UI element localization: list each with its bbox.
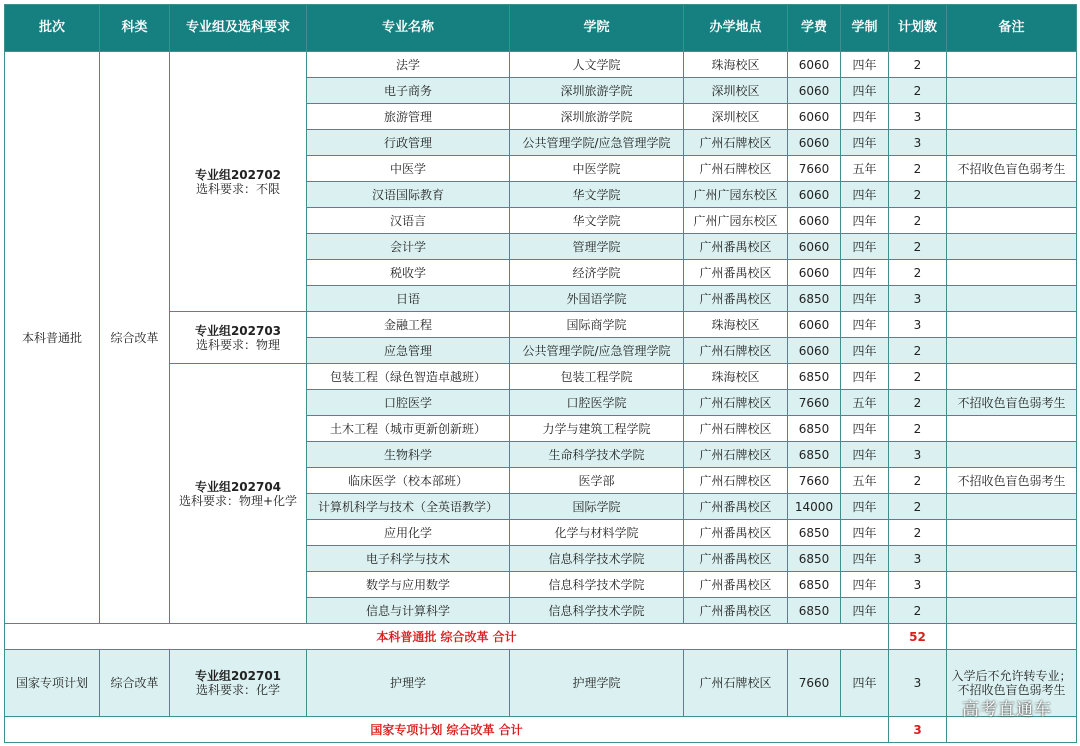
cell-years: 五年 (841, 468, 889, 494)
header-campus: 办学地点 (684, 5, 788, 52)
cell-college: 信息科学技术学院 (510, 546, 684, 572)
cell-major: 信息与计算科学 (307, 598, 510, 624)
cell-college: 经济学院 (510, 260, 684, 286)
cell-fee: 7660 (788, 156, 841, 182)
batch-cell: 本科普通批 (5, 52, 100, 624)
summary-label: 本科普通批 综合改革 合计 (5, 624, 889, 650)
cell-fee: 6850 (788, 546, 841, 572)
cell-plan: 3 (889, 650, 947, 717)
cell-plan: 2 (889, 598, 947, 624)
header-category: 科类 (100, 5, 170, 52)
cell-years: 四年 (841, 260, 889, 286)
cell-fee: 6850 (788, 442, 841, 468)
cell-plan: 3 (889, 572, 947, 598)
cell-college: 公共管理学院/应急管理学院 (510, 130, 684, 156)
cell-note (947, 572, 1077, 598)
cell-college: 深圳旅游学院 (510, 78, 684, 104)
cell-years: 四年 (841, 494, 889, 520)
cell-years: 四年 (841, 338, 889, 364)
group-cell (170, 312, 307, 364)
cell-fee: 6850 (788, 416, 841, 442)
group-name: 专业组202704 (194, 479, 282, 494)
cell-note (947, 104, 1077, 130)
cell-fee: 6060 (788, 104, 841, 130)
cell-major: 会计学 (307, 234, 510, 260)
cell-plan: 3 (889, 130, 947, 156)
cell-note (947, 520, 1077, 546)
cell-years: 四年 (841, 442, 889, 468)
cell-major: 汉语言 (307, 208, 510, 234)
cell-college: 公共管理学院/应急管理学院 (510, 338, 684, 364)
cell-years: 五年 (841, 390, 889, 416)
cell-note (947, 130, 1077, 156)
cell-plan: 2 (889, 390, 947, 416)
cell-fee: 6850 (788, 572, 841, 598)
cell-years: 四年 (841, 546, 889, 572)
cell-years: 四年 (841, 520, 889, 546)
header-batch: 批次 (5, 5, 100, 52)
summary-total: 52 (889, 624, 947, 650)
cell-plan: 2 (889, 234, 947, 260)
cell-major: 电子商务 (307, 78, 510, 104)
cell-campus: 珠海校区 (684, 52, 788, 78)
watermark: 高考直通车 (962, 700, 1052, 720)
cell-major: 法学 (307, 52, 510, 78)
summary-note (947, 624, 1077, 650)
group-requirement: 选科要求：不限 (195, 181, 280, 196)
cell-fee: 6850 (788, 520, 841, 546)
cell-major: 金融工程 (307, 312, 510, 338)
cell-major: 旅游管理 (307, 104, 510, 130)
cell-campus: 广州番禺校区 (684, 494, 788, 520)
cell-fee: 6060 (788, 338, 841, 364)
cell-fee: 6060 (788, 182, 841, 208)
cell-fee: 6060 (788, 130, 841, 156)
cell-fee: 6060 (788, 78, 841, 104)
cell-note (947, 416, 1077, 442)
cell-plan: 2 (889, 494, 947, 520)
cell-major: 税收学 (307, 260, 510, 286)
cell-note (947, 78, 1077, 104)
cell-college: 信息科学技术学院 (510, 572, 684, 598)
summary-row (5, 717, 1077, 743)
cell-college: 包装工程学院 (510, 364, 684, 390)
cell-years: 四年 (841, 286, 889, 312)
cell-campus: 广州石牌校区 (684, 650, 788, 717)
cell-campus: 广州番禺校区 (684, 546, 788, 572)
cell-campus: 广州石牌校区 (684, 338, 788, 364)
cell-years: 四年 (841, 416, 889, 442)
cell-college: 华文学院 (510, 182, 684, 208)
cell-years: 四年 (841, 182, 889, 208)
cell-campus: 广州番禺校区 (684, 520, 788, 546)
cell-college: 中医学院 (510, 156, 684, 182)
group-name: 专业组202703 (194, 323, 282, 338)
cell-note (947, 494, 1077, 520)
cell-major: 计算机科学与技术（全英语教学） (307, 494, 510, 520)
note-line: 入学后不允许转专业； (951, 669, 1072, 683)
header-college: 学院 (510, 5, 684, 52)
cell-campus: 广州番禺校区 (684, 286, 788, 312)
cell-college: 外国语学院 (510, 286, 684, 312)
cell-years: 四年 (841, 598, 889, 624)
cell-fee: 14000 (788, 494, 841, 520)
header-years: 学制 (841, 5, 889, 52)
summary-row (5, 624, 1077, 650)
cell-years: 四年 (841, 208, 889, 234)
header-note: 备注 (947, 5, 1077, 52)
cell-major: 土木工程（城市更新创新班） (307, 416, 510, 442)
cell-years: 四年 (841, 130, 889, 156)
cell-plan: 3 (889, 286, 947, 312)
cell-note: 不招收色盲色弱考生 (947, 156, 1077, 182)
cell-campus: 广州石牌校区 (684, 156, 788, 182)
cell-campus: 广州石牌校区 (684, 390, 788, 416)
cell-college: 信息科学技术学院 (510, 598, 684, 624)
summary-total: 3 (889, 717, 947, 743)
cell-campus: 广州石牌校区 (684, 442, 788, 468)
header-plan: 计划数 (889, 5, 947, 52)
cell-note (947, 442, 1077, 468)
cell-plan: 2 (889, 520, 947, 546)
cell-note: 不招收色盲色弱考生 (947, 468, 1077, 494)
table-row (5, 52, 1077, 78)
cell-college: 力学与建筑工程学院 (510, 416, 684, 442)
cell-plan: 2 (889, 338, 947, 364)
cell-college: 生命科学技术学院 (510, 442, 684, 468)
cell-major: 临床医学（校本部班） (307, 468, 510, 494)
summary-label: 国家专项计划 综合改革 合计 (5, 717, 889, 743)
cell-college: 口腔医学院 (510, 390, 684, 416)
cell-note (947, 52, 1077, 78)
cell-campus: 深圳校区 (684, 104, 788, 130)
header-major: 专业名称 (307, 5, 510, 52)
cell-fee: 6060 (788, 312, 841, 338)
cell-college: 国际学院 (510, 494, 684, 520)
category-cell: 综合改革 (100, 52, 170, 624)
cell-years: 四年 (841, 312, 889, 338)
cell-plan: 2 (889, 52, 947, 78)
cell-college: 护理学院 (510, 650, 684, 717)
group-cell (170, 52, 307, 312)
cell-major: 中医学 (307, 156, 510, 182)
cell-plan: 3 (889, 312, 947, 338)
special-plan-row (5, 650, 1077, 717)
cell-campus: 广州番禺校区 (684, 260, 788, 286)
cell-campus: 广州番禺校区 (684, 234, 788, 260)
cell-plan: 2 (889, 156, 947, 182)
cell-campus: 广州广园东校区 (684, 182, 788, 208)
cell-years: 四年 (841, 234, 889, 260)
cell-fee: 7660 (788, 468, 841, 494)
cell-note (947, 182, 1077, 208)
cell-campus: 广州石牌校区 (684, 468, 788, 494)
cell-note: 不招收色盲色弱考生 (947, 390, 1077, 416)
cell-years: 四年 (841, 572, 889, 598)
cell-fee: 6060 (788, 52, 841, 78)
cell-plan: 3 (889, 104, 947, 130)
cell-note (947, 312, 1077, 338)
group-requirement: 选科要求：物理 (195, 337, 280, 352)
header-fee: 学费 (788, 5, 841, 52)
cell-campus: 珠海校区 (684, 312, 788, 338)
cell-campus: 广州番禺校区 (684, 598, 788, 624)
cell-campus: 珠海校区 (684, 364, 788, 390)
cell-years: 五年 (841, 156, 889, 182)
group-name: 专业组202701 (194, 669, 282, 683)
cell-major: 汉语国际教育 (307, 182, 510, 208)
cell-college: 人文学院 (510, 52, 684, 78)
cell-plan: 2 (889, 208, 947, 234)
summary-note (947, 717, 1077, 743)
group-requirement: 选科要求：化学 (195, 683, 280, 697)
cell-years: 四年 (841, 650, 889, 717)
cell-plan: 2 (889, 468, 947, 494)
cell-major: 数学与应用数学 (307, 572, 510, 598)
note-line: 不招收色盲色弱考生 (957, 683, 1066, 697)
cell-note (947, 260, 1077, 286)
admission-plan-table (4, 4, 1077, 743)
cell-note (947, 546, 1077, 572)
special-category: 综合改革 (100, 650, 170, 717)
cell-note (947, 208, 1077, 234)
group-name: 专业组202702 (194, 167, 282, 182)
cell-plan: 3 (889, 546, 947, 572)
cell-fee: 6850 (788, 286, 841, 312)
cell-years: 四年 (841, 78, 889, 104)
header-row (5, 5, 1077, 52)
cell-major: 日语 (307, 286, 510, 312)
cell-major: 行政管理 (307, 130, 510, 156)
cell-plan: 2 (889, 260, 947, 286)
cell-fee: 6060 (788, 260, 841, 286)
cell-college: 国际商学院 (510, 312, 684, 338)
cell-campus: 广州广园东校区 (684, 208, 788, 234)
cell-note (947, 286, 1077, 312)
cell-campus: 深圳校区 (684, 78, 788, 104)
group-requirement: 选科要求：物理+化学 (178, 493, 298, 508)
cell-years: 四年 (841, 52, 889, 78)
cell-plan: 2 (889, 416, 947, 442)
cell-note (947, 598, 1077, 624)
cell-note (947, 364, 1077, 390)
cell-major: 应用化学 (307, 520, 510, 546)
cell-campus: 广州番禺校区 (684, 572, 788, 598)
special-batch: 国家专项计划 (5, 650, 100, 717)
cell-fee: 7660 (788, 390, 841, 416)
header-group: 专业组及选科要求 (170, 5, 307, 52)
cell-college: 管理学院 (510, 234, 684, 260)
cell-major: 电子科学与技术 (307, 546, 510, 572)
cell-college: 医学部 (510, 468, 684, 494)
cell-years: 四年 (841, 364, 889, 390)
cell-fee: 6850 (788, 598, 841, 624)
cell-plan: 2 (889, 78, 947, 104)
cell-major: 生物科学 (307, 442, 510, 468)
cell-fee: 7660 (788, 650, 841, 717)
cell-college: 化学与材料学院 (510, 520, 684, 546)
cell-plan: 2 (889, 364, 947, 390)
cell-fee: 6850 (788, 364, 841, 390)
cell-major: 口腔医学 (307, 390, 510, 416)
cell-college: 华文学院 (510, 208, 684, 234)
cell-major: 应急管理 (307, 338, 510, 364)
cell-note (947, 234, 1077, 260)
cell-major: 包装工程（绿色智造卓越班） (307, 364, 510, 390)
special-group (170, 650, 307, 717)
cell-years: 四年 (841, 104, 889, 130)
cell-plan: 3 (889, 442, 947, 468)
cell-major: 护理学 (307, 650, 510, 717)
cell-fee: 6060 (788, 208, 841, 234)
cell-campus: 广州石牌校区 (684, 416, 788, 442)
cell-college: 深圳旅游学院 (510, 104, 684, 130)
cell-plan: 2 (889, 182, 947, 208)
cell-note (947, 338, 1077, 364)
group-cell (170, 364, 307, 624)
cell-campus: 广州石牌校区 (684, 130, 788, 156)
cell-fee: 6060 (788, 234, 841, 260)
